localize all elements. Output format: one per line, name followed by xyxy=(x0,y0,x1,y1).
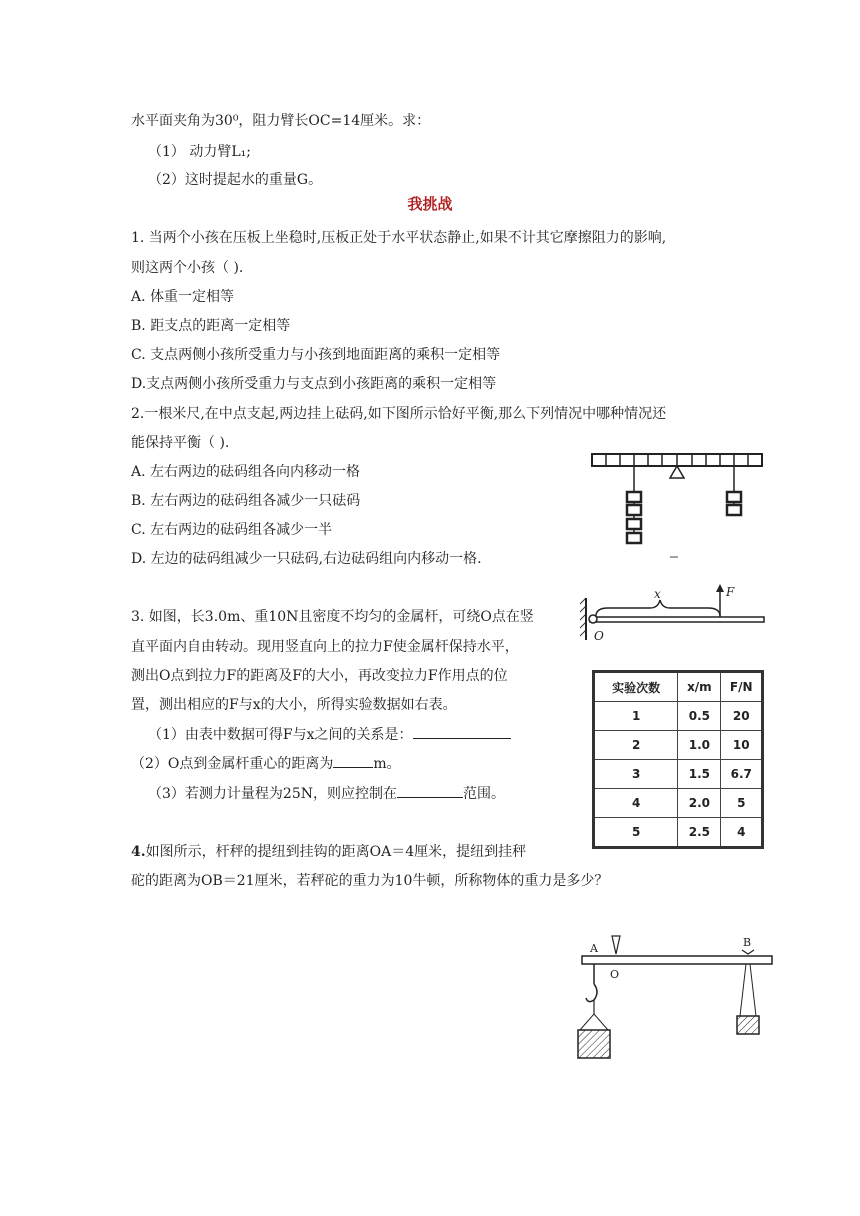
table-cell: 1.5 xyxy=(678,760,721,789)
q1-option-b: B. 距支点的距离一定相等 xyxy=(131,318,291,334)
table-row xyxy=(594,789,763,818)
q2-line-2: 能保持平衡（ ). xyxy=(131,435,230,451)
steelyard-figure xyxy=(570,932,776,1062)
q1-line-2: 则这两个小孩（ ). xyxy=(131,260,244,276)
table-row xyxy=(594,731,763,760)
table-cell: 1.0 xyxy=(678,731,721,760)
table-cell: 6.7 xyxy=(721,760,763,789)
q3-line-3: 测出O点到拉力F的距离及F的大小，再改变拉力F作用点的位 xyxy=(131,668,508,684)
q2-option-a: A. 左右两边的砝码组各向内移动一格 xyxy=(131,464,361,480)
q1-option-c: C. 支点两侧小孩所受重力与小孩到地面距离的乘积一定相等 xyxy=(131,347,501,363)
q1-option-a: A. 体重一定相等 xyxy=(131,289,235,305)
table-cell: 2 xyxy=(594,731,678,760)
answer-blank-2[interactable] xyxy=(333,753,373,768)
table-cell: 3 xyxy=(594,760,678,789)
point-a-label: A xyxy=(590,942,598,955)
answer-blank-1[interactable] xyxy=(413,724,511,739)
table-cell: 10 xyxy=(721,731,763,760)
q2-option-d: D. 左边的砝码组减少一只砝码,右边砝码组向内移动一格. xyxy=(131,551,482,567)
table-row xyxy=(594,818,763,848)
q4-line-2: 砣的距离为OB＝21厘米，若秤砣的重力为10牛顿，所称物体的重力是多少？ xyxy=(131,873,609,889)
table-cell: 0.5 xyxy=(678,702,721,731)
q2-option-c: C. 左右两边的砝码组各减少一半 xyxy=(131,522,333,538)
q3-sub-2: （2）O点到金属杆重心的距离为 m。 xyxy=(131,753,401,774)
table-cell: 20 xyxy=(721,702,763,731)
table-cell: 4 xyxy=(721,818,763,848)
q3-sub-1: （1）由表中数据可得F与x之间的关系是： xyxy=(148,724,511,745)
answer-blank-3[interactable] xyxy=(397,783,463,798)
section-heading: 我挑战 xyxy=(407,195,453,213)
table-cell: 5 xyxy=(594,818,678,848)
table-cell: 5 xyxy=(721,789,763,818)
point-o-label: O xyxy=(594,629,604,643)
q1-line-1: 1. 当两个小孩在压板上坐稳时,压板正处于水平状态静止,如果不计其它摩擦阻力的影响, xyxy=(131,230,667,246)
table-cell: 2.0 xyxy=(678,789,721,818)
intro-line: 水平面夹角为30⁰，阻力臂长OC=14厘米。求： xyxy=(131,113,431,129)
object-weight xyxy=(578,1030,610,1058)
q4-line-1: 4.如图所示，杆秤的提纽到挂钩的距离OA＝4厘米，提纽到挂秤 xyxy=(131,844,527,860)
table-header: F/N xyxy=(721,672,763,702)
x-label: x xyxy=(654,587,661,601)
sub-question-2: （2）这时提起水的重量G。 xyxy=(148,172,323,188)
sub-question-1: （1） 动力臂L₁; xyxy=(148,144,251,160)
counterweight xyxy=(737,1016,759,1034)
q3-line-4: 置，测出相应的F与x的大小，所得实验数据如右表。 xyxy=(131,697,457,713)
table-cell: 2.5 xyxy=(678,818,721,848)
point-b-label: B xyxy=(743,936,752,949)
q2-option-b: B. 左右两边的砝码组各减少一只砝码 xyxy=(131,493,361,509)
table-row xyxy=(594,760,763,789)
q3-line-2: 直平面内自由转动。现用竖直向上的拉力F使金属杆保持水平， xyxy=(131,639,519,655)
table-header: 实验次数 xyxy=(594,672,678,702)
table-header-row xyxy=(594,672,763,702)
q3-sub-3: （3）若测力计量程为25N，则应控制在 范围。 xyxy=(148,783,505,804)
table-header: x/m xyxy=(678,672,721,702)
meter-stick-figure xyxy=(588,452,768,562)
table-row xyxy=(594,702,763,731)
metal-rod-figure xyxy=(574,582,770,644)
table-cell: 1 xyxy=(594,702,678,731)
force-f-label: F xyxy=(726,585,735,599)
q1-option-d: D.支点两侧小孩所受重力与支点到小孩距离的乘积一定相等 xyxy=(131,376,497,392)
table-cell: 4 xyxy=(594,789,678,818)
q3-line-1: 3. 如图，长3.0m、重10N且密度不均匀的金属杆，可绕O点在竖 xyxy=(131,609,534,625)
experiment-data-table xyxy=(592,670,764,849)
q2-line-1: 2.一根米尺,在中点支起,两边挂上砝码,如下图所示恰好平衡,那么下列情况中哪种情况还 xyxy=(131,406,667,422)
point-o-label: O xyxy=(610,968,620,981)
